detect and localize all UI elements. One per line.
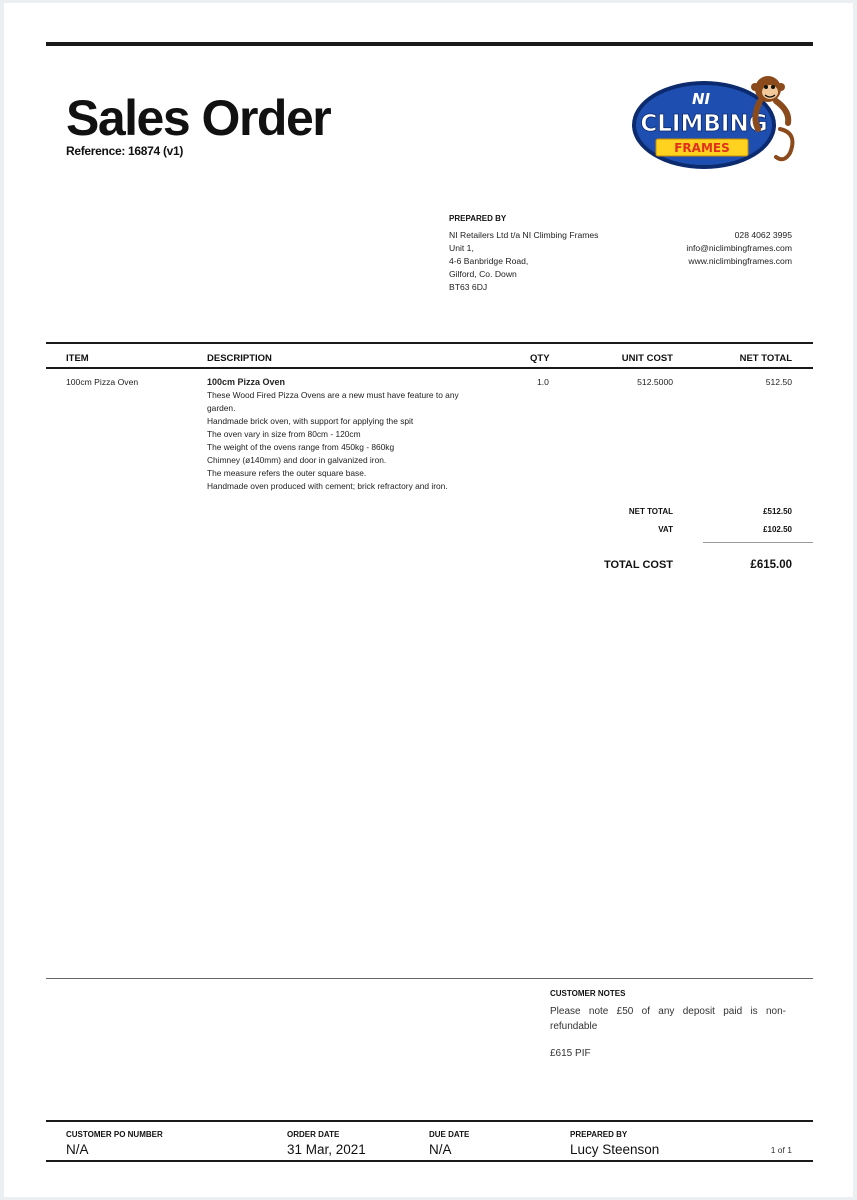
prepared-by-address: [449, 229, 598, 294]
row-description: [207, 376, 459, 493]
column-header-net-total: NET TOTAL: [739, 353, 792, 364]
customer-notes-extra: £615 PIF: [550, 1048, 591, 1059]
row-description-line: Handmade brick oven, with support for applying the spit: [207, 416, 414, 426]
column-header-item: ITEM: [66, 353, 89, 364]
footer-prepared-by-label: PREPARED BY: [570, 1130, 628, 1139]
order-date-value: 31 Mar, 2021: [287, 1142, 366, 1157]
logo-climbing-text: CLIMBING: [640, 111, 768, 137]
phone-number: 028 4062 3995: [734, 230, 792, 240]
page-count: 1 of 1: [770, 1145, 792, 1155]
footer-top-rule: [46, 1120, 813, 1122]
prepared-by-contacts: [686, 229, 792, 268]
sales-order-page: [4, 3, 853, 1197]
customer-po-label: CUSTOMER PO NUMBER: [66, 1130, 163, 1139]
column-header-qty: QTY: [530, 353, 550, 364]
customer-notes-heading: CUSTOMER NOTES: [550, 989, 626, 998]
row-description-line: The oven vary in size from 80cm - 120cm: [207, 429, 361, 439]
table-header-rule: [46, 367, 813, 369]
row-description-line: These Wood Fired Pizza Ovens are a new must have feature to any: [207, 390, 459, 400]
company-logo: [630, 67, 800, 175]
total-cost-label: TOTAL COST: [603, 559, 673, 571]
website-link[interactable]: www.niclimbingframes.com: [688, 256, 792, 266]
vat-label: VAT: [658, 525, 673, 534]
document-title: Sales Order: [66, 90, 331, 146]
table-top-rule: [46, 342, 813, 344]
due-date-label: DUE DATE: [429, 1130, 470, 1139]
customer-notes-text: Please note £50 of any deposit paid is non-refundable: [550, 1006, 786, 1032]
net-total-value: £512.50: [763, 507, 792, 516]
row-description-line: The measure refers the outer square base.: [207, 468, 367, 478]
prepared-by-heading: PREPARED BY: [449, 214, 507, 223]
row-description-line: Chimney (ø140mm) and door in galvanized iron.: [207, 455, 387, 465]
address-line: BT63 6DJ: [449, 282, 488, 292]
row-description-title: 100cm Pizza Oven: [207, 377, 286, 387]
row-unit-cost: 512.5000: [637, 377, 673, 387]
notes-top-rule: [46, 978, 813, 979]
total-cost-value: £615.00: [750, 559, 792, 571]
address-line: 4-6 Banbridge Road,: [449, 256, 529, 266]
address-line: NI Retailers Ltd t/a NI Climbing Frames: [449, 230, 599, 240]
order-date-label: ORDER DATE: [287, 1130, 340, 1139]
column-header-description: DESCRIPTION: [207, 353, 272, 364]
row-net-total: 512.50: [765, 377, 792, 387]
row-description-line: The weight of the ovens range from 450kg - 860kg: [207, 442, 395, 452]
row-description-line: Handmade oven produced with cement; brick refractory and iron.: [207, 481, 448, 491]
customer-po-value: N/A: [66, 1142, 89, 1157]
footer-prepared-by-value: Lucy Steenson: [570, 1142, 660, 1157]
column-header-unit-cost: UNIT COST: [621, 353, 673, 364]
row-item: 100cm Pizza Oven: [66, 377, 139, 387]
logo-frames-text: FRAMES: [674, 141, 730, 155]
logo-ni-text: NI: [692, 90, 711, 108]
document-reference: Reference: 16874 (v1): [66, 144, 184, 158]
top-rule: [46, 42, 813, 46]
email-link[interactable]: info@niclimbingframes.com: [686, 243, 792, 253]
due-date-value: N/A: [429, 1142, 452, 1157]
totals-rule: [703, 542, 813, 543]
footer-bottom-rule: [46, 1160, 813, 1162]
row-description-line: garden.: [207, 403, 236, 413]
row-qty: 1.0: [537, 377, 549, 387]
net-total-label: NET TOTAL: [628, 507, 673, 516]
address-line: Gilford, Co. Down: [449, 269, 517, 279]
vat-value: £102.50: [763, 525, 792, 534]
address-line: Unit 1,: [449, 243, 474, 253]
